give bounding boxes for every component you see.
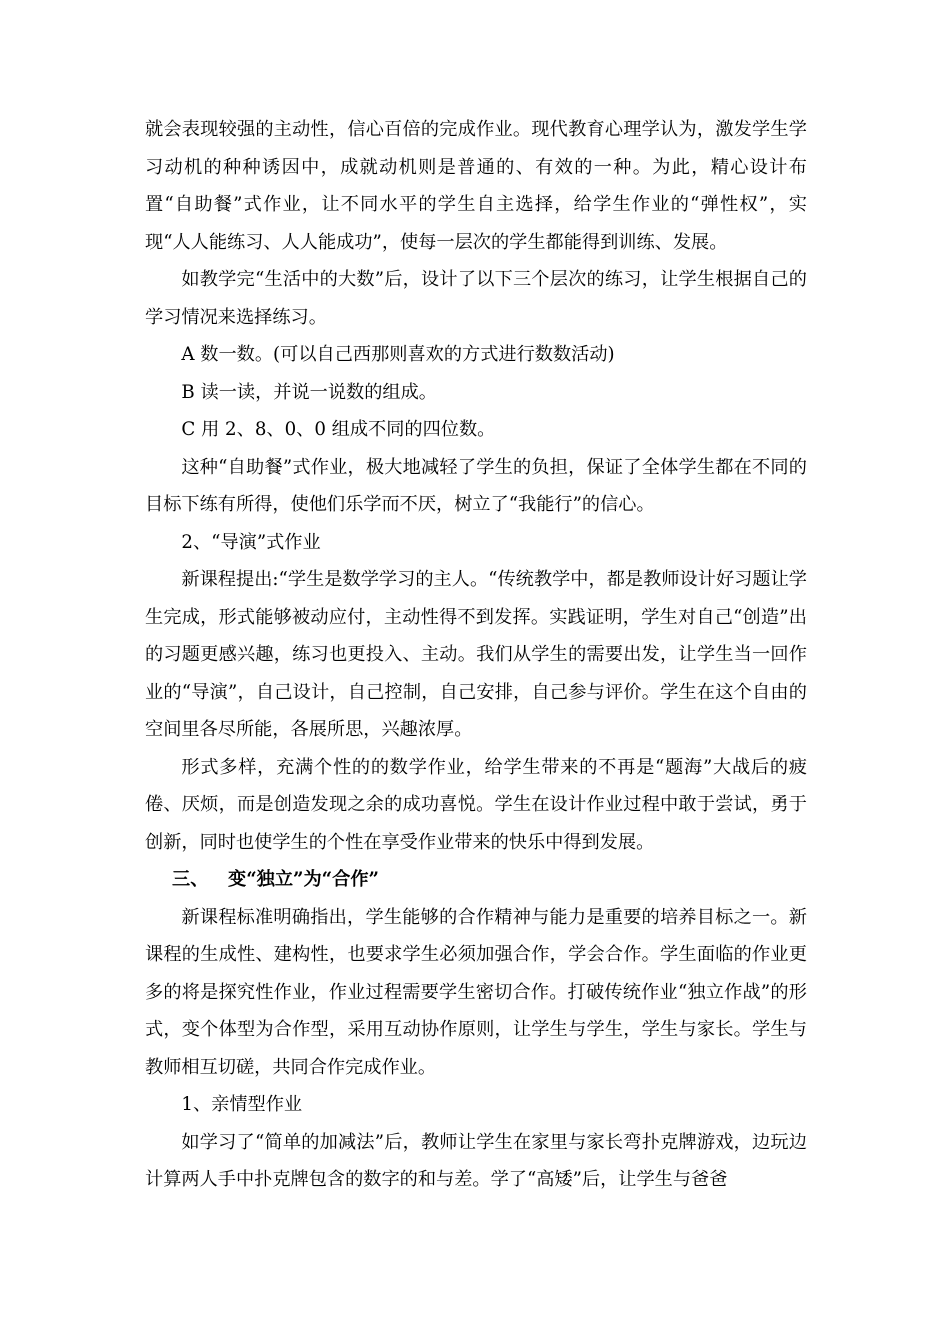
exercise-item-c: C 用 2、8、0、0 组成不同的四位数。 <box>181 419 496 440</box>
paragraph-self-service-summary: 这种“自助餐”式作业，极大地减轻了学生的负担，保证了全体学生都在不同的目标下练有所得，使他们乐学而不厌，树立了“我能行”的信心。 <box>145 456 807 515</box>
subheading-director-homework: 2、“导演”式作业 <box>181 531 321 553</box>
paragraph-diverse-homework: 形式多样，充满个性的的数学作业，给学生带来的不再是“题海”大战后的疲倦、厌烦，而是创造发现之余的成功喜悦。学生在设计作业过程中敢于尝试，勇于创新，同时也使学生的个性在享受作业带来的快乐中得到发展。 <box>145 756 807 853</box>
paragraph-director-homework: 新课程提出:“学生是数学学习的主人。“传统教学中，都是教师设计好习题让学生完成，形式能够被动应付，主动性得不到发挥。实践证明，学生对自己“创造”出的习题更感兴趣，练习也更投入、主动。我们从学生的需要出发，让学生当一回作业的“导演”，自己设计，自己控制，自己安排，自己参与评价。学生在这个自由的空间里各尽所能，各展所思，兴趣浓厚。 <box>145 569 807 740</box>
section-heading-three <box>145 861 807 899</box>
paragraph-self-service-homework: 就会表现较强的主动性，信心百倍的完成作业。现代教育心理学认为，激发学生学习动机的种种诱因中，成就动机则是普通的、有效的一种。为此，精心设计布置“自助餐”式作业，让不同水平的学生自主选择，给学生作业的“弹性权”，实现“人人能练习、人人能成功”，使每一层次的学生都能得到训练、发展。 <box>145 119 807 253</box>
exercise-item-b: B 读一读，并说一说数的组成。 <box>181 381 437 403</box>
exercise-item-a: A 数一数。(可以自己西那则喜欢的方式进行数数活动) <box>181 344 615 365</box>
paragraph-big-numbers-example: 如教学完“生活中的大数”后，设计了以下三个层次的练习，让学生根据自己的学习情况来选择练习。 <box>145 269 807 328</box>
section-number: 三、 <box>172 869 209 890</box>
subheading-family-homework: 1、亲情型作业 <box>181 1094 303 1115</box>
document-body <box>145 111 807 1199</box>
paragraph-cooperation: 新课程标准明确指出，学生能够的合作精神与能力是重要的培养目标之一。新课程的生成性、建构性，也要求学生必须加强合作，学会合作。学生面临的作业更多的将是探究性作业，作业过程需要学生密切合作。打破传统作业“独立作战”的形式，变个体型为合作型，采用互动协作原则，让学生与学生，学生与家长。学生与教师相互切磋，共同合作完成作业。 <box>145 906 807 1078</box>
section-title: 变“独立”为“合作” <box>228 869 379 890</box>
paragraph-family-homework: 如学习了“简单的加减法”后，教师让学生在家里与家长弯扑克牌游戏，边玩边计算两人手中扑克牌包含的数字的和与差。学了“高矮”后，让学生与爸爸 <box>145 1131 807 1190</box>
